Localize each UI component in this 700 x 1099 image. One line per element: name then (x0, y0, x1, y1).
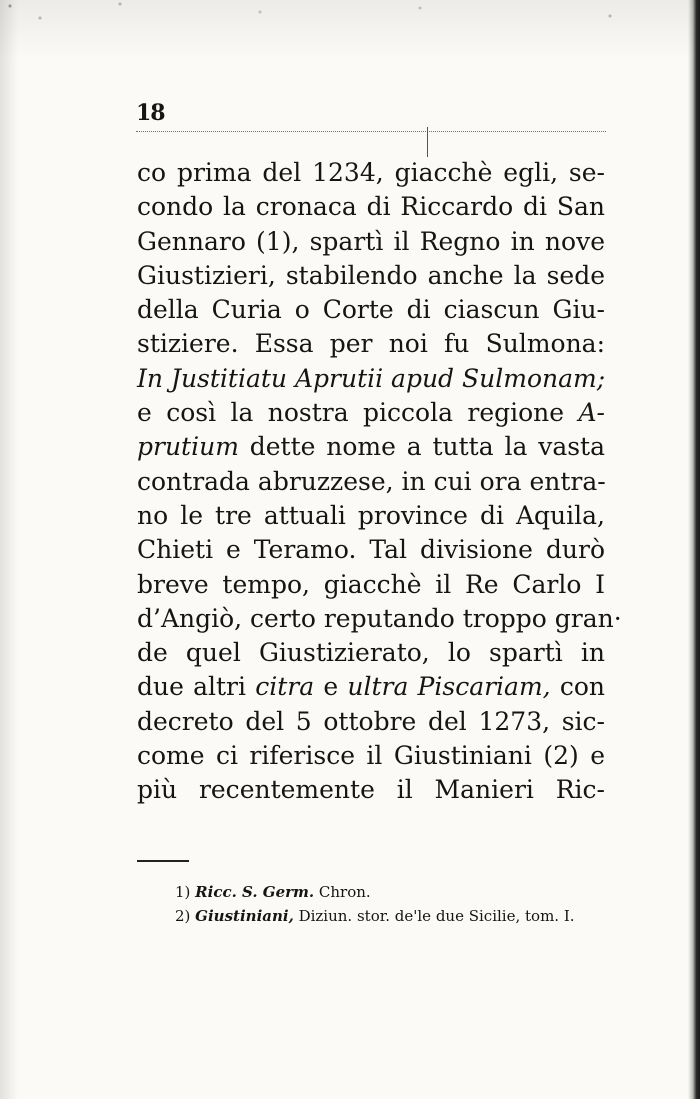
text-line (137, 156, 605, 190)
header-tick-mark (427, 127, 428, 157)
text-line (137, 705, 605, 739)
text-line (137, 396, 605, 430)
text-line (137, 225, 605, 259)
text-segment: d’Angiò, certo reputando troppo gran· (137, 603, 622, 633)
body-text (137, 156, 622, 808)
text-segment: Chieti e Teramo. Tal divisione durò (137, 535, 605, 565)
text-segment: e (314, 672, 348, 702)
text-line (137, 773, 605, 807)
text-segment: dette nome a tutta la vasta (238, 432, 605, 462)
text-segment: de quel Giustizierato, lo spartì in (137, 638, 605, 668)
italic-segment: Ricc. S. Germ. (195, 883, 315, 901)
text-line (137, 293, 605, 327)
footnote-rule (137, 860, 189, 862)
text-segment: 2) (175, 907, 196, 925)
text-segment: contrada abruzzese, in cui ora entra- (137, 466, 606, 496)
italic-segment: A- (578, 398, 605, 428)
text-segment: breve tempo, giacchè il Re Carlo I (137, 569, 605, 599)
text-segment: stiziere. Essa per noi fu Sulmona: (137, 329, 605, 359)
italic-segment: citra (255, 672, 315, 702)
footnotes (175, 880, 615, 928)
text-line (137, 259, 605, 293)
text-segment: co prima del 1234, giacchè egli, se- (137, 158, 605, 187)
italic-segment: ultra Piscariam, (347, 672, 551, 702)
text-line (137, 465, 605, 499)
header-rule (136, 131, 606, 132)
text-segment: due altri (137, 672, 256, 702)
text-segment: no le tre attuali province di Aquila, (137, 500, 605, 530)
text-segment: e così la nostra piccola regione (137, 398, 579, 428)
text-segment: come ci riferisce il Giustiniani (2) e (137, 741, 605, 771)
page-edge-speckle-top (0, 0, 700, 60)
footnote-line (175, 904, 615, 928)
text-segment: con (550, 672, 605, 702)
page-edge-shadow-left (0, 0, 18, 1099)
page-edge-binding-right (688, 0, 700, 1099)
text-line (137, 362, 605, 396)
text-line (137, 636, 605, 670)
text-segment: della Curia o Corte di ciascun Giu- (137, 295, 605, 325)
italic-segment: In Justitiatu Aprutii apud Sulmonam; (137, 363, 606, 393)
text-segment: Chron. (314, 883, 371, 901)
page-number: 18 (136, 100, 165, 126)
text-segment: decreto del 5 ottobre del 1273, sic- (137, 706, 605, 736)
footnote-line (175, 880, 615, 904)
text-segment: 1) (175, 883, 196, 901)
text-line (137, 533, 605, 567)
text-line (137, 430, 605, 464)
italic-segment: prutium (137, 432, 239, 462)
text-segment: Giustizieri, stabilendo anche la sede (137, 260, 605, 290)
italic-segment: Giustiniani, (195, 907, 294, 925)
text-line (137, 670, 605, 704)
text-segment: Gennaro (1), spartì il Regno in nove (137, 226, 605, 256)
text-line (137, 190, 605, 224)
text-segment: condo la cronaca di Riccardo di San (137, 192, 605, 222)
text-line (137, 602, 622, 636)
text-line (137, 327, 605, 361)
text-line (137, 499, 605, 533)
text-segment: Diziun. stor. de'le due Sicilie, tom. I. (293, 907, 575, 925)
text-segment: più recentemente il Manieri Ric- (137, 775, 605, 805)
text-line (137, 568, 605, 602)
text-line (137, 739, 605, 773)
